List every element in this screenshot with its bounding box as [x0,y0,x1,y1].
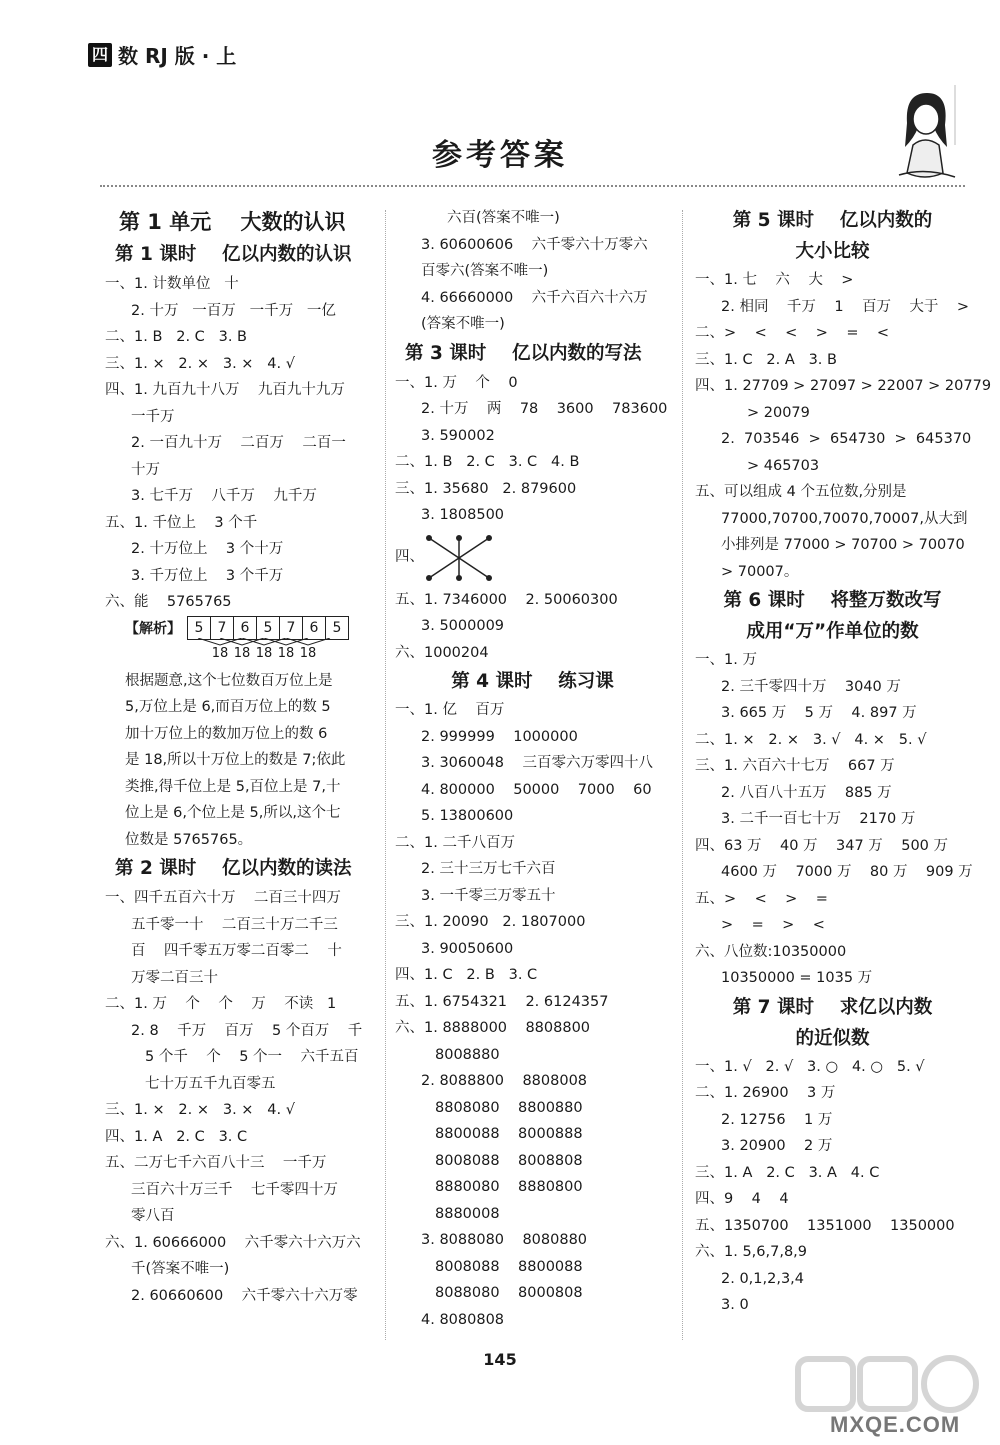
answer-line: 3. 90050600 [421,940,514,957]
answer-line: 三、1. 20090 2. 1807000 [395,914,586,930]
answer-line: 三、1. × 2. × 3. × 4. √ [105,1102,295,1118]
lesson-title: 的近似数 [795,1027,870,1049]
lesson-title: 第 5 课时 亿以内数的 [732,210,933,231]
answer-line: 4. 8080808 [421,1311,505,1328]
lesson-title: 第 1 课时 亿以内数的认识 [115,244,352,265]
lesson-title: 大小比较 [795,241,870,262]
page-title: 参考答案 [432,138,568,173]
girl-illustration-icon [885,85,965,185]
answer-line: 一、1. 计数单位 十 [105,276,239,292]
answer-line: 3. 5000009 [421,618,505,634]
answer-line: 3. 3060048 三百零六万零四十八 [421,755,653,771]
answer-line: 六、1. 8888000 8808800 [395,1020,591,1036]
answer-line: 一、1. √ 2. √ 3. ○ 4. ○ 5. √ [695,1058,925,1075]
lesson-title: 第 7 课时 求亿以内数 [732,996,933,1018]
answer-line: 2. 8 千万 百万 5 个百万 千 [131,1022,363,1039]
answer-line: 小排列是 77000 > 70700 > 70070 [721,537,965,553]
digit-cell: 7 [280,617,303,639]
answer-line: 二、1. B 2. C 3. C 4. B [395,454,580,470]
lesson-title: 第 3 课时 亿以内数的写法 [405,342,642,364]
answer-line: 3. 0 [721,1297,749,1313]
answer-line: 3. 千万位上 3 个千万 [131,567,284,584]
answer-line: 六、1000204 [395,644,489,661]
answer-line: 一、四千五百六十万 二百三十四万 [105,890,341,906]
analysis-line: 是 18,所以十万位上的数是 7;依此 [125,752,346,768]
page-number: 145 [483,1350,517,1369]
answer-line: 77000,70700,70070,70007,从大到 [721,510,968,527]
answer-line: 4. 66660000 六千六百六十六万 [421,289,648,306]
lesson-title: 成用“万”作单位的数 [746,621,919,642]
answer-line: 2. 相同 千万 1 百万 大于 > [721,298,970,315]
analysis-line: 位数是 5765765。 [125,831,253,848]
answer-line: 2. 60660600 六千零六十六万零 [131,1287,358,1304]
answer-line: 一千万 [131,408,175,425]
matching-answer [395,529,670,587]
book-badge [88,40,236,69]
answer-line: 五、1. 千位上 3 个千 [105,514,258,531]
analysis-line: 类推,得千位上是 5,百位上是 7,十 [125,778,341,795]
answer-line: 七十万五千九百零五 [145,1075,276,1092]
answer-line: > 70007。 [721,563,799,580]
answer-column-2 [395,205,670,1333]
answer-line: 六百(答案不唯一) [447,210,560,226]
answer-line: 一、1. 万 [695,652,757,668]
answer-line: 3. 665 万 5 万 4. 897 万 [721,705,917,721]
analysis-block [105,616,380,668]
watermark-text: MXQE.COM [830,1412,961,1437]
column-divider [682,210,683,1340]
answer-line: 5 个千 个 5 个一 六千五百 [145,1049,359,1065]
answer-line: 四、1. A 2. C 3. C [105,1128,248,1145]
answer-line: 零八百 [131,1208,175,1224]
answer-line: 2. 十万 一百万 一千万 一亿 [131,302,336,319]
answer-line: 二、1. 二千八百万 [395,834,515,851]
digit-cell: 5 [332,619,342,636]
answer-line: 三、1. C 2. A 3. B [695,351,837,368]
answer-line: 8880080 8880800 [435,1179,583,1195]
answer-line: 千(答案不唯一) [131,1261,230,1277]
answer-line: 五、1350700 1351000 1350000 [695,1217,955,1234]
answer-line: 五、可以组成 4 个五位数,分别是 [695,484,907,500]
answer-line: 4600 万 7000 万 80 万 909 万 [721,864,973,880]
answer-line: 2. 8088800 8808008 [421,1073,588,1089]
answer-line: 2. 12756 1 万 [721,1111,833,1128]
answer-line: 2. 三千零四十万 3040 万 [721,678,901,695]
answer-line: 8808080 8800880 [435,1099,583,1116]
answer-line: 3. 8088080 8080880 [421,1232,588,1248]
analysis-line: 加十万位上的数加万位上的数 6 [125,725,328,742]
digit-cell: 6 [303,617,326,639]
analysis-line: 5,万位上是 6,而百万位上的数 5 [125,699,331,715]
digit-cell: 5 [188,617,211,639]
answer-line: 一、1. 亿 百万 [395,702,505,718]
digit-cell: 6 [234,617,257,639]
answer-line: 2. 十万 两 78 3600 783600 [421,401,668,417]
answer-line: 四、63 万 40 万 347 万 500 万 [695,837,948,854]
answer-line: 2. 0,1,2,3,4 [721,1270,805,1287]
answer-line: 二、1. 26900 3 万 [695,1085,836,1101]
answer-line: 3. 七千万 八千万 九千万 [131,488,317,504]
answer-line: 3. 60600606 六千零六十万零六 [421,236,648,253]
answer-line: 4. 800000 50000 7000 60 [421,781,652,798]
answer-line: 8008880 [435,1046,500,1063]
answer-line: 2. 十万位上 3 个十万 [131,541,284,557]
answer-line: 2. 一百九十万 二百万 二百一 [131,435,346,451]
answer-line: 三、1. 六百六十七万 667 万 [695,758,895,774]
grade-badge: 四 [88,43,112,67]
answer-line: 五、1. 7346000 2. 50060300 [395,591,618,608]
answer-line: 百 四千零五万零二百零二 十 [131,943,342,959]
answer-line: (答案不唯一) [421,316,505,332]
unit-title: 第 1 单元 大数的认识 [119,210,346,234]
answer-line: 五、> < > = [695,890,828,907]
answer-line: 3. 1808500 [421,507,505,523]
answer-line: 3. 二千一百七十万 2170 万 [721,811,916,827]
answer-line: 三、1. × 2. × 3. × 4. √ [105,355,295,372]
digit-diagram [187,616,349,662]
answer-line: > 20079 [747,404,810,421]
answer-column-1 [105,205,380,1309]
answer-line: > = > < [721,917,825,933]
answer-line: 二、1. 万 个 个 万 不读 1 [105,996,337,1012]
digit-sum: 18 [233,645,251,661]
answer-line: 3. 590002 [421,427,495,444]
answer-line: 十万 [131,461,160,478]
digit-sum: 18 [255,645,273,661]
answer-line: 一、1. 万 个 0 [395,374,518,391]
answer-line: 三、1. 35680 2. 879600 [395,480,577,497]
lesson-title: 第 6 课时 将整万数改写 [723,590,942,611]
answer-line: 六、八位数:10350000 [695,943,847,960]
answer-line: 一、1. 七 六 大 > [695,272,854,288]
answer-line: 三、1. A 2. C 3. A 4. C [695,1164,880,1181]
answer-line: 二、1. × 2. × 3. √ 4. × 5. √ [695,731,927,748]
digit-cell: 7 [211,617,234,639]
answer-line: 四、9 4 4 [695,1191,789,1207]
answer-line: 8008088 8800088 [435,1258,583,1275]
answer-line: 二、> < < > = < [695,325,890,341]
star-lines-icon [424,532,494,584]
title-divider [100,185,965,187]
answer-line: 10350000 = 1035 万 [721,970,873,986]
answer-line: 四、1. 九百九十八万 九百九十九万 [105,382,345,398]
answer-line: 2. 三十三万七千六百 [421,861,556,877]
answer-line: 8880008 [435,1205,500,1222]
answer-line: 三百六十万三千 七千零四十万 [131,1181,338,1198]
analysis-line: 位上是 6,个位上是 5,所以,这个七 [125,805,341,821]
answer-line: 2. 999999 1000000 [421,728,578,745]
answer-line: 五、二万七千六百八十三 一千万 [105,1155,327,1171]
answer-line: 六、1. 60666000 六千零六十六万六 [105,1234,361,1251]
answer-line: 五千零一十 二百三十万二千三 [131,916,338,933]
lesson-title: 第 2 课时 亿以内数的读法 [115,858,352,879]
answer-line: 3. 一千零三万零五十 [421,887,556,904]
answer-line: 2. 八百八十五万 885 万 [721,784,892,801]
lesson-title: 第 4 课时 练习课 [451,671,614,692]
answer-line: 百零六(答案不唯一) [421,263,549,279]
answer-line: 四、 [395,549,424,566]
digit-sum: 18 [277,645,295,661]
digit-sum: 18 [299,645,317,661]
sum-bracket-lines [187,638,343,646]
digit-cell: 5 [257,617,280,639]
answer-line: 六、1. 5,6,7,8,9 [695,1244,808,1260]
analysis-label: 【解析】 [125,620,181,637]
answer-line: 2. 703546 > 654730 > 645370 [721,431,972,447]
answer-line: 六、能 5765765 [105,594,232,610]
answer-line: 8088080 8000808 [435,1285,583,1301]
answer-line: 二、1. B 2. C 3. B [105,329,248,345]
answer-column-3 [695,205,992,1319]
column-divider [385,210,386,1340]
answer-line: 5. 13800600 [421,808,514,824]
answer-line: 四、1. C 2. B 3. C [395,967,538,983]
answer-line: 四、1. 27709 > 27097 > 22007 > 20779 [695,378,992,394]
answer-line: 8008088 8008808 [435,1152,583,1169]
answer-line: 五、1. 6754321 2. 6124357 [395,993,609,1010]
book-subject: 数 RJ 版 · 上 [118,44,237,68]
analysis-line: 根据题意,这个七位数百万位上是 [125,672,333,689]
digit-sum: 18 [211,645,229,661]
answer-line: > 465703 [747,457,820,474]
answer-line: 3. 20900 2 万 [721,1138,833,1154]
answer-line: 万零二百三十 [131,969,218,986]
answer-line: 8800088 8000888 [435,1126,583,1142]
